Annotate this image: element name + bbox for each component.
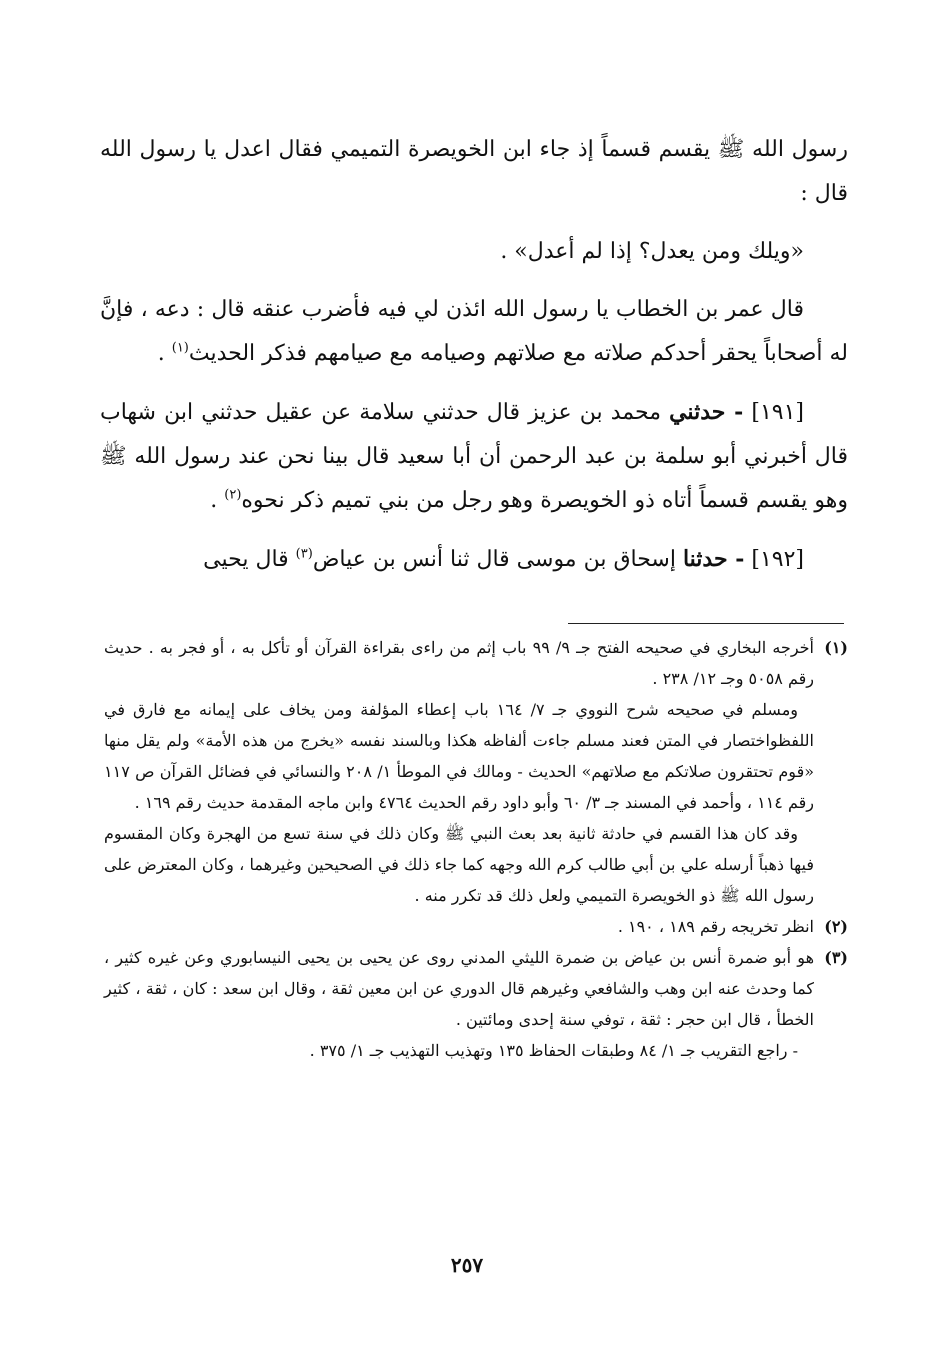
footnote-text: وقد كان هذا القسم في حادثة ثانية بعد بعث النبي ﷺ وكان ذلك في سنة تسع من الهجرة وكان المقسوم فيها ذهباً أرسله علي بن أبي طالب كرم الله وجهه كما جاء ذلك في الصحيحين وغيرهما ، وكان المعترض على رسول الله ﷺ ذو الخويصرة التميمي ولعل ذلك قد تكرر منه . xyxy=(104,824,814,905)
footnote-number: (٣) xyxy=(824,948,848,967)
footnote-ref-3: (٣) xyxy=(295,546,313,562)
footnote-text: انظر تخريجه رقم ١٨٩ ، ١٩٠ . xyxy=(617,917,814,936)
footnote-text: ومسلم في صحيحه شرح النووي جـ ٧/ ١٦٤ باب إعطاء المؤلفة ومن يخاف على إيمانه مع فارق في اللفظواختصار في المتن فعند مسلم جاءت ألفاظه هكذا وبالسند نفسه «يخرج من هذه الأمة» ولم يقل منها «قوم تحتقرون صلاتكم مع صلاتهم» الحديث - ومالك في الموطأ ١/ ٢٠٨ والنسائي في فضائل القرآن ص ١١٧ رقم ١١٤ ، وأحمد في المسند جـ ٣/ ٦٠ وأبو داود رقم الحديث ٤٧٦٤ وابن ماجه المقدمة حديث رقم ١٦٩ . xyxy=(104,700,815,812)
footnote-text: أخرجه البخاري في صحيحه الفتح جـ ٩/ ٩٩ باب إثم من راءى بقراءة القرآن أو تأكل به ، أو فجر به . حديث رقم ٥٠٥٨ وجـ ١٢/ ٢٣٨ . xyxy=(104,638,814,688)
hadith-lead-word: - حدثنا xyxy=(682,546,745,572)
hadith-191: [١٩١] - حدثني محمد بن عزيز قال حدثني سلامة عن عقيل حدثني ابن شهاب قال أخبرني أبو سلمة بن عبد الرحمن أن أبا سعيد قال بينا نحن عند رسول الله ﷺ وهو يقسم قسماً أتاه ذو الخويصرة وهو رجل من بني تميم ذكر نحوه$^{(٢)}$ . xyxy=(100,399,848,513)
footnote-number: (١) xyxy=(824,638,848,657)
footnotes xyxy=(104,632,848,1066)
footnote-text: هو أبو ضمرة أنس بن عياض بن ضمرة الليثي المدني روى عن يحيى بن يحيى النيسابوري وعن غيره كثير ، كما وحدث عنه ابن وهب والشافعي وغيرهم قال الدوري عن ابن معين ثقة ، وقال ابن سعد : كان ، ثقة ، كثير الخطأ ، قال ابن حجر : ثقة ، توفي سنة إحدى ومائتين . xyxy=(104,948,815,1029)
page-number: ٢٥٧ xyxy=(450,1253,484,1277)
main-text xyxy=(100,128,848,596)
hadith-quote: «ويلك ومن يعدل؟ إذا لم أعدل» . xyxy=(500,239,804,264)
footnote-1 xyxy=(104,632,848,911)
hadith-192: [١٩٢] - حدثنا إسحاق بن موسى قال ثنا أنس بن عياض$^{(٣)}$ قال يحيى xyxy=(203,546,804,572)
footnote-2 xyxy=(104,911,848,942)
footnote-ref-2: (٢) xyxy=(224,487,242,503)
hadith-number: [١٩١] xyxy=(743,400,804,425)
paragraph-continuation: رسول الله ﷺ يقسم قسماً إذ جاء ابن الخويصرة التميمي فقال اعدل يا رسول الله قال : xyxy=(100,137,848,206)
hadith-number: [١٩٢] xyxy=(744,547,804,572)
footnote-divider xyxy=(568,623,844,624)
footnote-number: (٢) xyxy=(824,917,848,936)
footnote-3 xyxy=(104,942,848,1066)
hadith-lead-word: - حدثني xyxy=(669,399,744,425)
footnote-ref-1: (١) xyxy=(171,340,189,356)
footnote-text: - راجع التقريب جـ ١/ ٨٤ وطبقات الحفاظ ١٣٥ وتهذيب التهذيب جـ ١/ ٣٧٥ . xyxy=(309,1041,798,1060)
paragraph-umar: قال عمر بن الخطاب يا رسول الله ائذن لي فيه فأضرب عنقه قال : دعه ، فإنَّ له أصحاباً يحقر أحدكم صلاته مع صلاتهم وصيامه مع صيامهم فذكر الحديث$^{(١)}$ . xyxy=(100,297,848,366)
